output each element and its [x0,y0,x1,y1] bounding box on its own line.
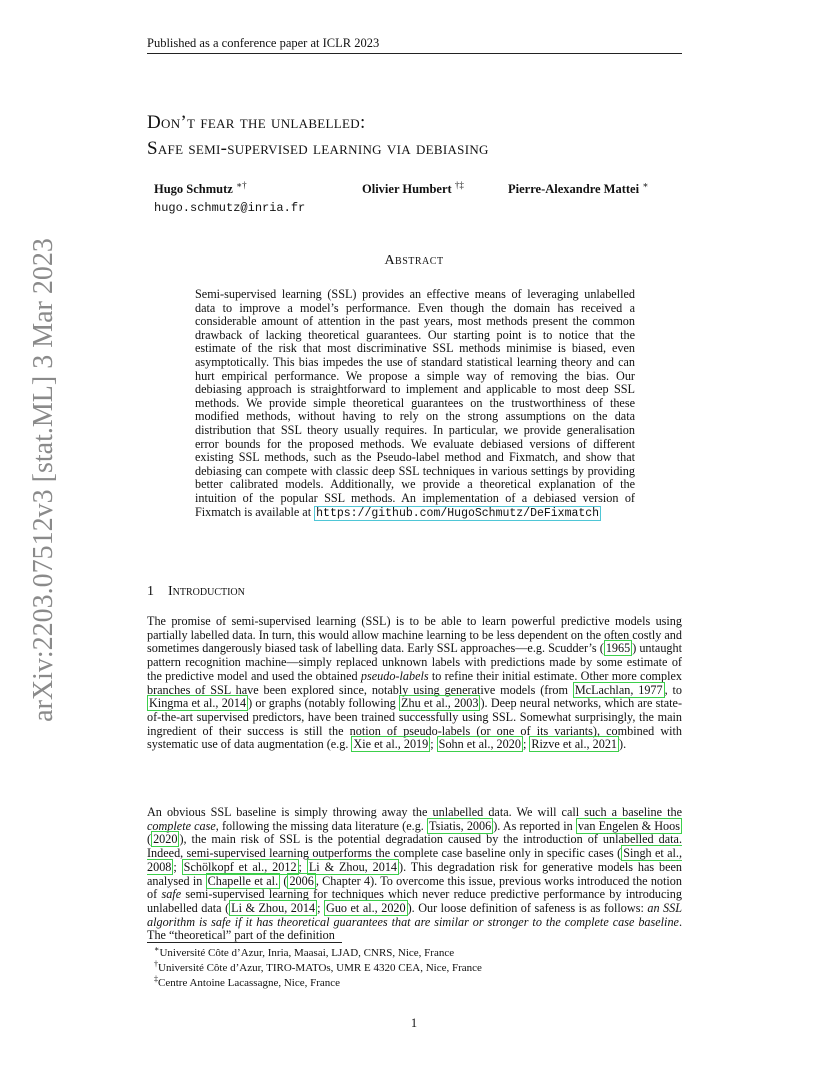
footnote-rule [147,942,342,943]
author-1: Hugo Schmutz ∗† [154,179,247,196]
title-line-1: Don’t fear the unlabelled: [147,112,366,133]
section-heading: 1 Introduction [147,584,245,599]
citation-link[interactable]: 2006 [289,873,314,888]
citation-link[interactable]: Xie et al., 2019 [353,737,429,752]
intro-paragraph-2: An obvious SSL baseline is simply throwing away the unlabelled data. We will call such a baseline the complete case, following the missing data literature (e.g. Tsiatis, 2006 ). As reported in van Engelen & Hoos ( 2020 ), the main risk of SSL is the potential degradation caused by the introduction of unlabelled data. Indeed, semi-supervised learning outperforms the complete case baseline only in specific cases ( Singh et al., 2008 ; Schölkopf et al., 2012 ; Li & Zhou, 2014 ). This degradation risk for generative models has been analysed in Chapelle et al. ( 2006 , Chapter 4). To overcome this issue, previous works introduced the notion of safe semi-supervised learning for techniques which never reduce predictive performance by introducing unlabelled data ( Li & Zhou, 2014 ; Guo et al., 2020 ). Our loose definition of safeness is as follows: an SSL algorithm is safe if it has theoretical guarantees that are similar or stronger to the complete case baseline. The “theoretical” part of the definition [147,805,683,943]
author-3: Pierre-Alexandre Mattei ∗ [508,179,649,196]
citation-link[interactable]: Tsiatis, 2006 [428,818,492,833]
header-rule [147,53,682,54]
author-2: Olivier Humbert †‡ [362,179,464,196]
citation-link[interactable]: 1965 [605,641,631,656]
citation-link[interactable]: van Engelen & Hoos [577,818,680,833]
footnote-1: ∗Université Côte d’Azur, Inria, Maasai, LJAD, CNRS, Nice, France [154,944,455,959]
title-line-2: Safe semi-supervised learning via debiasing [147,138,489,159]
abstract-heading: Abstract [384,253,444,268]
arxiv-sidebar [0,0,70,1072]
citation-link[interactable]: Li & Zhou, 2014 [308,859,398,874]
citation-link[interactable]: Zhu et al., 2003 [401,696,479,711]
running-header: Published as a conference paper at ICLR 2023 [147,36,380,50]
paper-title [147,110,747,162]
citation-link[interactable]: 2020 [153,832,178,847]
citation-link[interactable]: Singh et al., 2008 [147,846,682,874]
citation-link[interactable]: Li & Zhou, 2014 [231,900,316,915]
citation-link[interactable]: McLachlan, 1977 [574,682,663,697]
author-email: hugo.schmutz@inria.fr [154,201,306,215]
citation-link[interactable]: Rizve et al., 2021 [531,737,618,752]
intro-paragraph-1: The promise of semi-supervised learning (SSL) is to be able to learn powerful predictive models using partially labelled data. In turn, this would allow machine learning to be less dependent on the often costly and sometimes dangerously biased task of labelling data. Early SSL approaches—e.g. Scudder’s ( 1965 ) untaught pattern recognition machine—simply replaced unknown labels with predictions made by some estimate of the predictive model and used the obtained pseudo-labels to refine their initial estimate. Other more complex branches of SSL have been explored since, notably using generative models (from McLachlan, 1977 , to Kingma et al., 2014 ) or graphs (notably following Zhu et al., 2003 ). Deep neural networks, which are state-of-the-art supervised predictors, have been trained successfully using SSL. Somewhat surprisingly, the main ingredient of their success is still the notion of pseudo-labels (or one of its variants), combined with systematic use of data augmentation (e.g. Xie et al., 2019 ; Sohn et al., 2020 ; Rizve et al., 2021 ). [147,614,683,752]
arxiv-identifier: arXiv:2203.07512v3 [stat.ML] 3 Mar 2023 [28,238,59,722]
footnote-3: ‡Centre Antoine Lacassagne, Nice, France [154,974,341,989]
footnote-2: †Université Côte d’Azur, TIRO-MATOs, UMR E 4320 CEA, Nice, France [154,959,482,974]
citation-link[interactable]: Kingma et al., 2014 [149,696,247,711]
page-number: 1 [410,1016,418,1030]
code-link[interactable]: https://github.com/HugoSchmutz/DeFixmatch [316,506,600,520]
citation-link[interactable]: Sohn et al., 2020 [438,737,521,752]
abstract-body: Semi-supervised learning (SSL) provides an effective means of leveraging unlabelled data to improve a model’s performance. Even though the domain has received a considerable amount of attention in the past years, most methods present the common drawback of lacking theoretical guarantees. Our starting point is to notice that the estimate of the risk that most discriminative SSL methods minimise is biased, even asymptotically. This bias impedes the use of standard statistical learning theory and can hurt empirical performance. We propose a simple way of removing the bias. Our debiasing approach is straightforward to implement and applicable to most deep SSL methods. We provide simple theoretical guarantees on the trustworthiness of these modified methods, without having to rely on the strong assumptions on the data distribution that SSL theory usually requires. In particular, we provide generalisation error bounds for the proposed methods. We evaluate debiased versions of different existing SSL methods, such as the Pseudo-label method and Fixmatch, and show that debiasing can compete with classic deep SSL techniques in various settings by providing better calibrated models. Additionally, we provide a theoretical explanation of the intuition of the popular SSL methods. An implementation of a debiased version of Fixmatch is available at https://github.com/HugoSchmutz/DeFixmatch [195,287,635,520]
citation-link[interactable]: Chapelle et al. [207,873,279,888]
citation-link[interactable]: Schölkopf et al., 2012 [183,859,297,874]
citation-link[interactable]: Guo et al., 2020 [326,900,406,915]
